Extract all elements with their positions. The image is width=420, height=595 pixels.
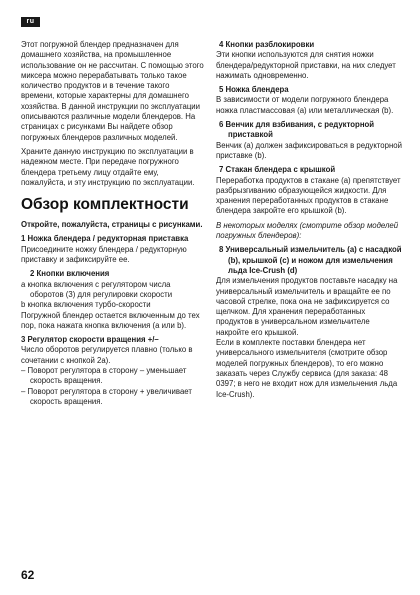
item-3-dash-1: – Поворот регулятора в сторону – уменьшает скорость вращения. (21, 366, 187, 386)
item-2-text: Погружной блендер остается включенным до тех пор, пока нажата кнопка включения (a или b). (21, 310, 200, 330)
item-1-title: 1 Ножка блендера / редукторная приставка (21, 234, 189, 244)
intro-paragraph: Этот погружной блендер предназначен для домашнего хозяйства, на промышленное использование он не рассчитан. С помощью этого миксера можно перерабатывать только такое количество продуктов и в течение такого времени, которые характерны для домашнего хозяйства. В данной инструкции по эксплуатации описываются различные модели блендеров. На страницах с рисунками Вы найдете обзор погружных блендеров различных моделей. (21, 40, 204, 142)
open-pages-note: Откройте, пожалуйста, страницы с рисунками. (21, 220, 203, 230)
item-5-text: В зависимости от модели погружного блендера ножка пластмассовая (a) или металлическая (b). (216, 95, 394, 115)
language-tab: ru (21, 17, 40, 27)
item-7-text: Переработка продуктов в стакане (a) препятствует разбрызгиванию образующейся жидкости. Для хранения переработанных продуктов в стакане блендера закройте его крышкой (b). (216, 175, 401, 216)
item-8-title: 8 Универсальный измельчитель (a) с насадкой (b), крышкой (c) и ножом для измельчения льда Ice-Crush (d) (219, 245, 402, 275)
item-6-text: Венчик (a) должен зафиксироваться в редукторной приставке (b). (216, 140, 402, 160)
page-number: 62 (21, 568, 35, 582)
item-3-dash-2: – Поворот регулятора в сторону + увеличивает скорость вращения. (21, 386, 192, 406)
some-models-note: В некоторых моделях (смотрите обзор моделей погружных блендеров): (216, 220, 399, 241)
item-7-title: 7 Стакан блендера с крышкой (219, 165, 336, 175)
right-column (216, 40, 404, 400)
item-8-text-2: Если в комплекте поставки блендера нет универсального измельчителя (смотрите обзор моделей погружных блендеров), то его можно заказать через Службу сервиса (для заказа: 48 0397; в него не входит нож для измельчения льда Ice-Crush). (216, 338, 398, 399)
item-3-title: 3 Регулятор скорости вращения +/– (21, 335, 159, 345)
item-2-title: 2 Кнопки включения (30, 269, 110, 279)
item-6-title: 6 Венчик для взбивания, с редукторной приставкой (219, 120, 375, 140)
item-4-text: Эти кнопки используются для снятия ножки блендера/редукторной приставки, на них следует нажимать одновременно. (216, 50, 396, 80)
item-2a-text: a кнопка включения с регулятором числа оборотов (3) для регулировки скорости (21, 279, 173, 299)
item-1-text: Присоедините ножку блендера / редукторную приставку и зафиксируйте ее. (21, 244, 187, 265)
item-3-text: Число оборотов регулируется плавно (только в сочетании с кнопкой 2a). (21, 345, 193, 365)
item-2b-text: b кнопка включения турбо-скорости (21, 300, 151, 310)
item-8-text: Для измельчения продуктов поставьте насадку на универсальный измельчитель и вращайте ее по часовой стрелке, пока она не зафиксируется со щелчком. Для хранения переработанных продуктов в универсальном измельчителе накройте его крышкой. (216, 276, 398, 337)
keep-instructions-paragraph: Храните данную инструкцию по эксплуатации в надежном месте. При передаче погружного блендера третьему лицу отдайте ему, пожалуйста, и эту инструкцию по эксплуатации. (21, 146, 195, 187)
left-column (21, 40, 204, 407)
item-5-title: 5 Ножка блендера (219, 85, 289, 95)
section-heading: Обзор комплектности (21, 196, 189, 214)
item-4-title: 4 Кнопки разблокировки (219, 40, 315, 49)
